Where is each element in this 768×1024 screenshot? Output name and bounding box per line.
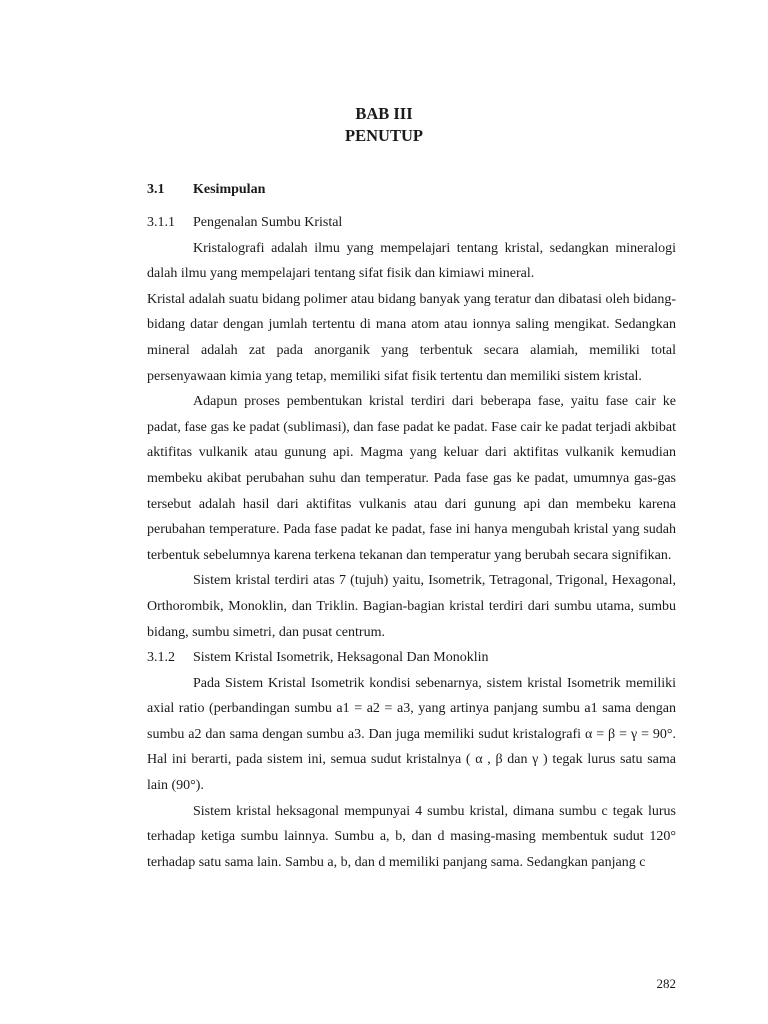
paragraph: Pada Sistem Kristal Isometrik kondisi sebenarnya, sistem kristal Isometrik memiliki axial ratio (perbandingan sumbu a1 = a2 = a3, yang artinya panjang sumbu a1 sama dengan sumbu a2 dan sama dengan sumbu a3. Dan juga memiliki sudut kristalografi α = β = γ = 90°. Hal ini berarti, pada sistem ini, semua sudut kristalnya ( α , β dan γ ) tegak lurus satu sama lain (90°). (147, 675, 676, 794)
subsection-heading (147, 210, 676, 236)
paragraph: Sistem kristal heksagonal mempunyai 4 sumbu kristal, dimana sumbu c tegak lurus terhadap ketiga sumbu lainnya. Sumbu a, b, dan d masing-masing membentuk sudut 120° terhadap satu sama lain. Sambu a, b, dan d memiliki panjang sama. Sedangkan panjang c (147, 803, 676, 870)
paragraph: Sistem kristal terdiri atas 7 (tujuh) yaitu, Isometrik, Tetragonal, Trigonal, Hexagonal, Orthorombik, Monoklin, dan Triklin. Bagian-bagian kristal terdiri dari sumbu utama, sumbu bidang, sumbu simetri, dan pusat centrum. (147, 573, 676, 640)
subsection-title: Sistem Kristal Isometrik, Heksagonal Dan Monoklin (193, 650, 489, 666)
chapter-label: BAB III (355, 104, 413, 123)
page-number: 282 (656, 976, 676, 991)
paragraph: Kristal adalah suatu bidang polimer atau bidang banyak yang teratur dan dibatasi oleh bidang-bidang datar dengan jumlah tertentu di mana atom atau ionnya saling mengikat. Sedangkan mineral adalah zat pada anorganik yang terbentuk secara alamiah, memiliki total persenyawaan kimia yang tetap, memiliki sifat fisik tertentu dan memiliki sistem kristal. (147, 291, 676, 384)
subsection-number: 3.1.2 (147, 650, 175, 666)
body-text (147, 210, 676, 875)
chapter-title: PENUTUP (345, 126, 423, 145)
chapter-heading (0, 103, 768, 147)
subsection-number: 3.1.1 (147, 215, 175, 230)
paragraph: Kristalografi adalah ilmu yang mempelajari tentang kristal, sedangkan mineralogi dalah ilmu yang mempelajari tentang sifat fisik dan kimiawi mineral. (147, 240, 676, 282)
paragraph: Adapun proses pembentukan kristal terdiri dari beberapa fase, yaitu fase cair ke padat, fase gas ke padat (sublimasi), dan fase padat ke padat. Fase cair ke padat terjadi akbibat aktifitas vulkanik atau gunung api. Magma yang keluar dari aktifitas vulkanik kemudian membeku akibat perubahan suhu dan temperatur. Pada fase gas ke padat, umumnya gas-gas tersebut adalah hasil dari aktifitas vulkanis atau dari gunung api dan membeku karena perubahan temperature. Pada fase padat ke padat, fase ini hanya mengubah kristal yang sudah terbentuk sebelumnya karena terkena tekanan dan temperatur yang berubah secara signifikan. (147, 394, 676, 563)
subsection-title: Pengenalan Sumbu Kristal (193, 215, 343, 230)
section-title: Kesimpulan (193, 182, 266, 197)
section-heading (147, 181, 265, 199)
subsection-heading (147, 645, 676, 671)
section-number: 3.1 (147, 182, 165, 197)
